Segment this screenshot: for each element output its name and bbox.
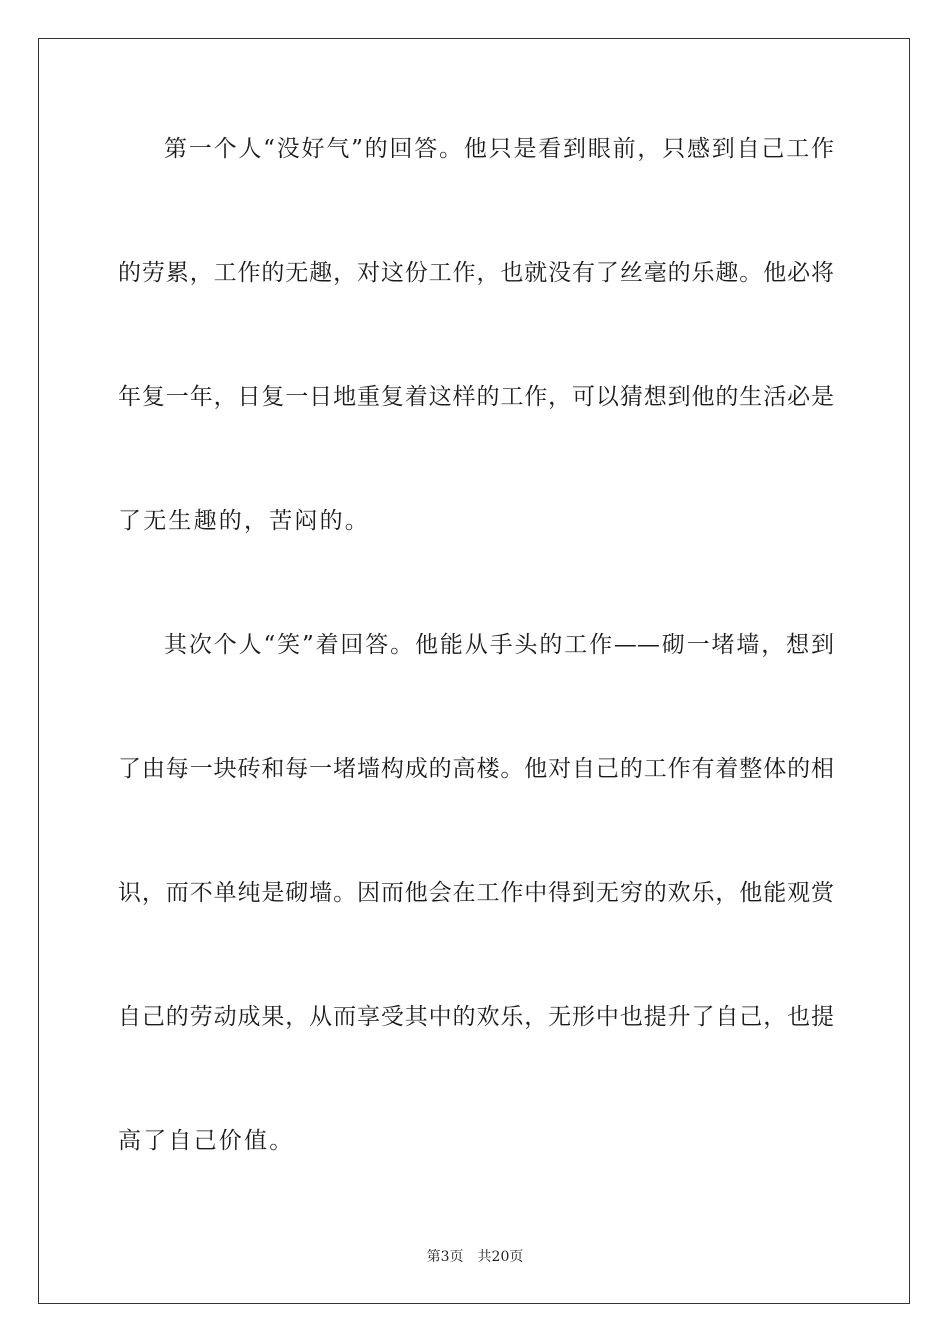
page-border (38, 38, 910, 1304)
paragraph-1-line-3: 年复一年，日复一日地重复着这样的工作，可以猜想到他的生活必是 (118, 384, 834, 410)
paragraph-1-line-2: 的劳累，工作的无趣，对这份工作，也就没有了丝毫的乐趣。他必将 (118, 260, 834, 286)
page-footer (0, 1248, 950, 1266)
page-number: 第3页 (426, 1249, 464, 1265)
paragraph-2-line-3: 识，而不单纯是砌墙。因而他会在工作中得到无穷的欢乐，他能观赏 (118, 880, 834, 906)
paragraph-2-line-1: 其次个人“笑”着回答。他能从手头的工作——砌一堵墙，想到 (164, 632, 834, 658)
page-total: 共20页 (477, 1249, 524, 1265)
paragraph-2-line-5: 高了自己价值。 (118, 1128, 295, 1154)
paragraph-2-line-2: 了由每一块砖和每一堵墙构成的高楼。他对自己的工作有着整体的相 (118, 756, 834, 782)
paragraph-1-line-4: 了无生趣的，苦闷的。 (118, 508, 370, 534)
paragraph-2-line-4: 自己的劳动成果，从而享受其中的欢乐，无形中也提升了自己，也提 (118, 1004, 834, 1030)
paragraph-1-line-1: 第一个人“没好气”的回答。他只是看到眼前，只感到自己工作 (164, 136, 834, 162)
